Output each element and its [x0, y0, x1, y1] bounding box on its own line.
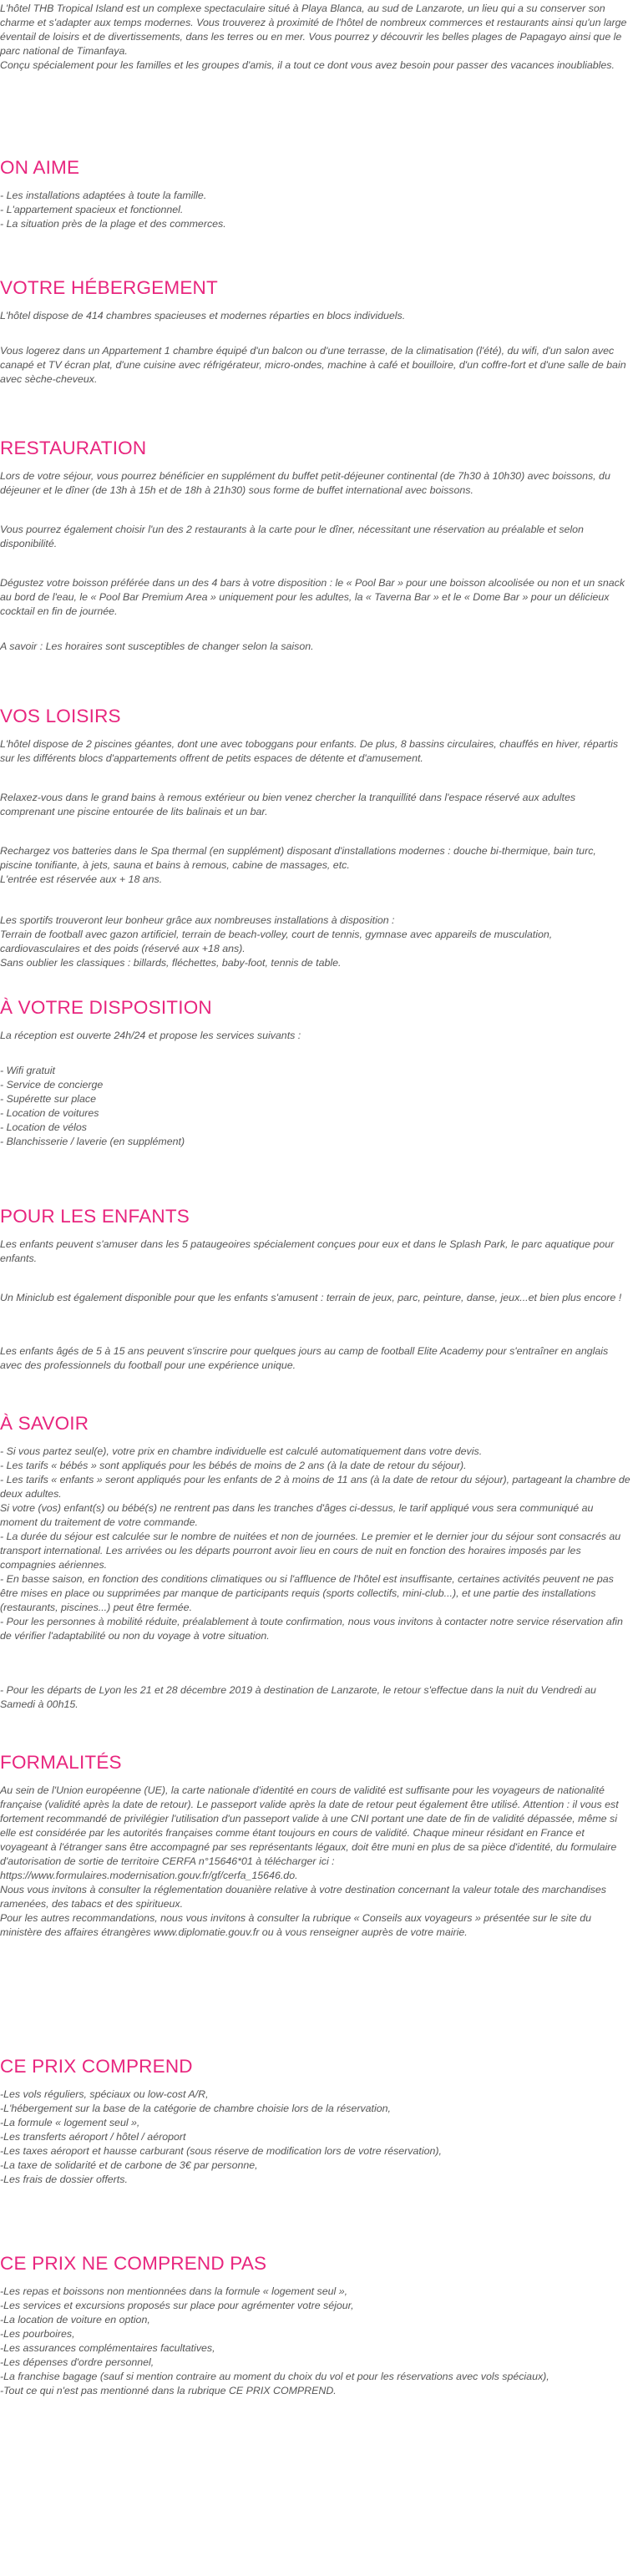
section-title-disposition: À VOTRE DISPOSITION: [0, 997, 212, 1018]
prix-comprend-list: -Les vols réguliers, spéciaux ou low-cost A/R, -L'hébergement sur la base de la catégorie de chambre choisie lors de la réservation, -La formule « logement seul », -Les transferts aéroport / hôtel / aéroport -Les taxes aéroport et hausse carburant (sous réserve de modification lors de votre réservation), -La taxe de solidarité et de carbone de 3€ par personne, -Les frais de dossier offerts.: [0, 2088, 442, 2185]
enfants-p2: Un Miniclub est également disponible pour que les enfants s'amusent : terrain de jeux, parc, peinture, danse, jeux...et bien plus encore !: [0, 1292, 622, 1303]
prix-ne-comprend-list: -Les repas et boissons non mentionnées dans la formule « logement seul », -Les services et excursions proposés sur place pour agrémenter votre séjour, -La location de voiture en option, -Les pourboires, -Les assurances complémentaires facultatives, -Les dépenses d'ordre personnel, -La franchise bagage (sauf si mention contraire au moment du choix du vol et pour les réservations avec vols spéciaux), -Tout ce qui n'est pas mentionné dans la rubrique CE PRIX COMPREND.: [0, 2285, 549, 2396]
section-title-hebergement: VOTRE HÉBERGEMENT: [0, 277, 218, 298]
section-title-enfants: POUR LES ENFANTS: [0, 1206, 190, 1227]
section-title-prix-ne-comprend: CE PRIX NE COMPREND PAS: [0, 2253, 267, 2274]
enfants-p3: Les enfants âgés de 5 à 15 ans peuvent s'inscrire pour quelques jours au camp de football Elite Academy pour s'entraîner en anglais avec des professionnels du football pour une expérience unique.: [0, 1345, 609, 1371]
disposition-p1: La réception est ouverte 24h/24 et propose les services suivants :: [0, 1030, 301, 1041]
loisirs-p4: Les sportifs trouveront leur bonheur grâce aux nombreuses installations à disposition : Terrain de football avec gazon artificiel, terrain de beach-volley, court de tennis, gymnase avec appareils de musculation, cardiovasculaires et des poids (réservé aux +18 ans). Sans oublier les classiques : billards, fléchettes, baby-foot, tennis de table.: [0, 914, 553, 969]
section-title-prix-comprend: CE PRIX COMPREND: [0, 2056, 193, 2077]
formalites-p1: Au sein de l'Union européenne (UE), la carte nationale d'identité en cours de validité est suffisante pour les voyageurs de nationalité française (validité après la date de retour). Le passeport valide après la date de retour peut également être utilisé. Attention : il vous est fortement recommandé de privilégier l'utilisation d'un passeport valide à une CNI portant une date de fin de validité dépassée, même si elle est considérée par les autorités françaises comme étant toujours en cours de validité. Chaque mineur résidant en France et voyageant à l'étranger sans être accompagné par ses représentants légaux, doit être muni en plus de sa pièce d'identité, du formulaire d'autorisation de sortie de territoire CERFA n°15646*01 à télécharger ici : https://www.formulaires.modernisation.gouv.fr/gf/cerfa_15646.do. Nous vous invitons à consulter la réglementation douanière relative à votre destination concernant la valeur totale des marchandises ramenées, des tabacs et des spiritueux. Pour les autres recommandations, nous vous invitons à consulter la rubrique « Conseils aux voyageurs » présentée sur le site du ministère des affaires étrangères www.diplomatie.gouv.fr ou à vous renseigner auprès de votre mairie.: [0, 1784, 619, 1938]
section-title-on-aime: ON AIME: [0, 157, 80, 178]
restauration-p1: Lors de votre séjour, vous pourrez bénéficier en supplément du buffet petit-déjeuner continental (de 7h30 à 10h30) avec boissons, du déjeuner et le dîner (de 13h à 15h et de 18h à 21h30) sous forme de buffet international avec boissons.: [0, 470, 610, 496]
loisirs-p2: Relaxez-vous dans le grand bains à remous extérieur ou bien venez chercher la tranquillité dans l'espace réservé aux adultes comprenant une piscine entourée de lits balinais et un bar.: [0, 792, 576, 817]
disposition-services-list: - Wifi gratuit - Service de concierge - Supérette sur place - Location de voitures - Location de vélos - Blanchisserie / laverie (en supplément): [0, 1065, 185, 1147]
restauration-p2: Vous pourrez également choisir l'un des 2 restaurants à la carte pour le dîner, nécessitant une réservation au préalable et selon disponibilité.: [0, 524, 584, 549]
intro-text: L'hôtel THB Tropical Island est un complexe spectaculaire situé à Playa Blanca, au sud de Lanzarote, un lieu qui a su conserver son charme et s'adapter aux temps modernes. Vous trouverez à proximité de l'hôtel de nombreux commerces et restaurants ainsi qu'un large éventail de loisirs et de divertissements, dans les terres ou en mer. Vous pourrez y découvrir les belles plages de Papagayo ainsi que le parc national de Timanfaya. Conçu spécialement pour les familles et les groupes d'amis, il a tout ce dont vous avez besoin pour passer des vacances inoubliables.: [0, 3, 627, 71]
section-title-formalites: FORMALITÉS: [0, 1752, 122, 1773]
loisirs-p3: Rechargez vos batteries dans le Spa thermal (en supplément) disposant d'installations modernes : douche bi-thermique, bain turc, piscine tonifiante, à jets, sauna et bains à remous, cabine de massages, etc. L'entrée est réservée aux + 18 ans.: [0, 845, 596, 885]
section-title-loisirs: VOS LOISIRS: [0, 706, 121, 726]
hebergement-p1: L'hôtel dispose de 414 chambres spacieuses et modernes réparties en blocs individuels.: [0, 310, 406, 321]
savoir-p2: - Pour les départs de Lyon les 21 et 28 décembre 2019 à destination de Lanzarote, le retour s'effectue dans la nuit du Vendredi au Samedi à 00h15.: [0, 1684, 596, 1710]
on-aime-list: - Les installations adaptées à toute la famille. - L'appartement spacieux et fonctionnel. - La situation près de la plage et des commerces.: [0, 190, 226, 230]
savoir-p1: - Si vous partez seul(e), votre prix en chambre individuelle est calculé automatiquement dans votre devis. - Les tarifs « bébés » sont appliqués pour les bébés de moins de 2 ans (à la date de retour du séjour). - Les tarifs « enfants » seront appliqués pour les enfants de 2 à moins de 11 ans (à la date de retour du séjour), partageant la chambre de deux adultes. Si votre (vos) enfant(s) ou bébé(s) ne rentrent pas dans les tranches d'âges ci-dessus, le tarif appliqué vous sera communiqué au moment du traitement de votre commande. - La durée du séjour est calculée sur le nombre de nuitées et non de journées. Le premier et le dernier jour du séjour sont consacrés au transport international. Les arrivées ou les départs pourront avoir lieu en cours de nuit en fonction des horaires imposés par les compagnies aériennes. - En basse saison, en fonction des conditions climatiques ou si l'affluence de l'hôtel est insuffisante, certaines activités peuvent ne pas être mises en place ou supprimées par manque de participants requis (sports collectifs, mini-club...), et une partie des installations (restaurants, piscines...) peut être fermée. - Pour les personnes à mobilité réduite, préalablement à toute confirmation, nous vous invitons à contacter notre service réservation afin de vérifier l'adaptabilité ou non du voyage à votre situation.: [0, 1445, 630, 1642]
section-title-restauration: RESTAURATION: [0, 438, 147, 458]
hebergement-p2: Vous logerez dans un Appartement 1 chambre équipé d'un balcon ou d'une terrasse, de la climatisation (l'été), du wifi, d'un salon avec canapé et TV écran plat, d'une cuisine avec réfrigérateur, micro-ondes, machine à café et bouilloire, d'un coffre-fort et d'une salle de bain avec sèche-cheveux.: [0, 345, 626, 385]
restauration-p4: A savoir : Les horaires sont susceptibles de changer selon la saison.: [0, 640, 314, 652]
enfants-p1: Les enfants peuvent s'amuser dans les 5 pataugeoires spécialement conçues pour eux et dans le Splash Park, le parc aquatique pour enfants.: [0, 1238, 615, 1264]
loisirs-p1: L'hôtel dispose de 2 piscines géantes, dont une avec toboggans pour enfants. De plus, 8 bassins circulaires, chauffés en hiver, répartis sur les différents blocs d'appartements offrent de petits espaces de détente et d'amusement.: [0, 738, 619, 764]
section-title-savoir: À SAVOIR: [0, 1413, 89, 1434]
restauration-p3: Dégustez votre boisson préférée dans un des 4 bars à votre disposition : le « Pool Bar » pour une boisson alcoolisée ou non et un snack au bord de l'eau, le « Pool Bar Premium Area » uniquement pour les adultes, la « Taverna Bar » et le « Dome Bar » pour un délicieux cocktail en fin de journée.: [0, 577, 625, 617]
